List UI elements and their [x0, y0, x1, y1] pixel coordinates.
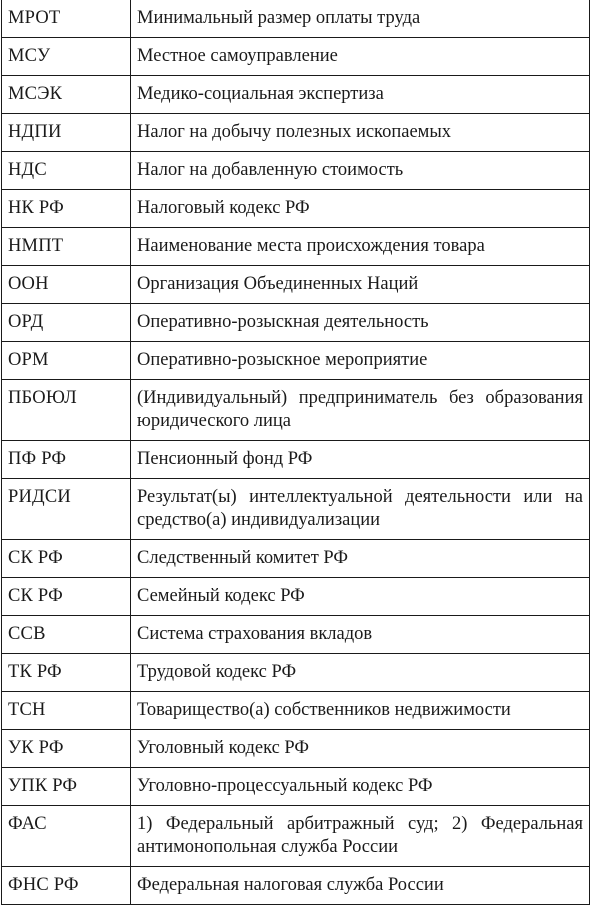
- table-row: [2, 578, 590, 616]
- table-row: [2, 654, 590, 692]
- table-row: [2, 190, 590, 228]
- abbreviation-cell: МСЭК: [2, 76, 131, 114]
- abbreviation-cell: СК РФ: [2, 540, 131, 578]
- description-cell: Товарищество(а) собственников недвижимости: [131, 692, 590, 730]
- abbreviations-table-body: [2, 0, 590, 905]
- description-cell: Оперативно-розыскная деятельность: [131, 304, 590, 342]
- description-cell: Результат(ы) интеллектуальной деятельности или на средство(а) индивидуализации: [131, 479, 590, 540]
- description-cell: (Индивидуальный) предприниматель без образования юридического лица: [131, 380, 590, 441]
- abbreviations-table: [1, 0, 590, 905]
- description-cell: Следственный комитет РФ: [131, 540, 590, 578]
- description-cell: Семейный кодекс РФ: [131, 578, 590, 616]
- table-row: [2, 266, 590, 304]
- table-row: [2, 38, 590, 76]
- description-cell: Медико-социальная экспертиза: [131, 76, 590, 114]
- table-row: [2, 228, 590, 266]
- table-row: [2, 380, 590, 441]
- table-row: [2, 692, 590, 730]
- description-cell: Местное самоуправление: [131, 38, 590, 76]
- abbreviation-cell: ССВ: [2, 616, 131, 654]
- description-cell: Система страхования вкладов: [131, 616, 590, 654]
- abbreviation-cell: МРОТ: [2, 0, 131, 38]
- abbreviation-cell: ООН: [2, 266, 131, 304]
- table-row: [2, 479, 590, 540]
- abbreviation-cell: ПФ РФ: [2, 441, 131, 479]
- description-cell: Трудовой кодекс РФ: [131, 654, 590, 692]
- description-cell: Уголовный кодекс РФ: [131, 730, 590, 768]
- table-row: [2, 76, 590, 114]
- abbreviation-cell: УК РФ: [2, 730, 131, 768]
- abbreviation-cell: ОРМ: [2, 342, 131, 380]
- description-cell: 1) Федеральный арбитражный суд; 2) Федеральная антимонопольная служба России: [131, 806, 590, 867]
- table-row: [2, 806, 590, 867]
- abbreviation-cell: ФНС РФ: [2, 867, 131, 905]
- abbreviation-cell: УПК РФ: [2, 768, 131, 806]
- table-row: [2, 0, 590, 38]
- description-cell: Федеральная налоговая служба России: [131, 867, 590, 905]
- table-row: [2, 768, 590, 806]
- table-row: [2, 867, 590, 905]
- abbreviation-cell: МСУ: [2, 38, 131, 76]
- description-cell: Уголовно-процессуальный кодекс РФ: [131, 768, 590, 806]
- table-row: [2, 616, 590, 654]
- abbreviation-cell: СК РФ: [2, 578, 131, 616]
- description-cell: Наименование места происхождения товара: [131, 228, 590, 266]
- abbreviation-cell: РИДСИ: [2, 479, 131, 540]
- abbreviation-cell: ТК РФ: [2, 654, 131, 692]
- table-row: [2, 441, 590, 479]
- table-row: [2, 304, 590, 342]
- table-row: [2, 342, 590, 380]
- abbreviation-cell: НМПТ: [2, 228, 131, 266]
- table-row: [2, 114, 590, 152]
- table-row: [2, 152, 590, 190]
- table-row: [2, 540, 590, 578]
- abbreviation-cell: ФАС: [2, 806, 131, 867]
- description-cell: Минимальный размер оплаты труда: [131, 0, 590, 38]
- table-row: [2, 730, 590, 768]
- abbreviation-cell: ОРД: [2, 304, 131, 342]
- abbreviation-cell: НК РФ: [2, 190, 131, 228]
- description-cell: Оперативно-розыскное мероприятие: [131, 342, 590, 380]
- abbreviation-cell: НДПИ: [2, 114, 131, 152]
- description-cell: Пенсионный фонд РФ: [131, 441, 590, 479]
- description-cell: Налог на добычу полезных ископаемых: [131, 114, 590, 152]
- abbreviation-cell: ТСН: [2, 692, 131, 730]
- abbreviation-cell: ПБОЮЛ: [2, 380, 131, 441]
- description-cell: Налог на добавленную стоимость: [131, 152, 590, 190]
- description-cell: Налоговый кодекс РФ: [131, 190, 590, 228]
- abbreviation-cell: НДС: [2, 152, 131, 190]
- description-cell: Организация Объединенных Наций: [131, 266, 590, 304]
